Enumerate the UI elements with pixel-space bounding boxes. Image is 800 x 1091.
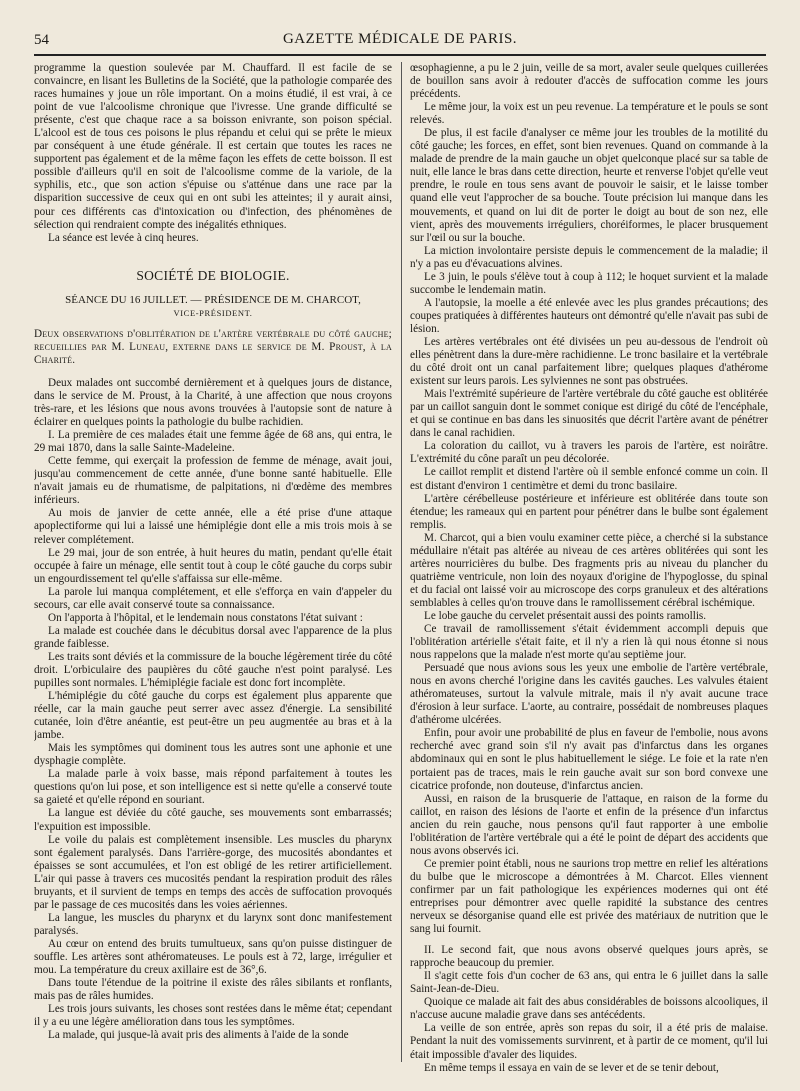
paragraph: programme la question soulevée par M. Chauffard. Il est facile de se convaincre, en lisant les Bulletins de la Société, que la pathologie comparée des races humaines y joue un rôle important. On a moins étudié, il est vrai, à ce point de vue l'alcoolisme chronique que l'ivresse. Une grande difficulté se présente, c'est que chaque race a sa boisson enivrante, son poison spécial. L'alcool est de tous ces poisons le plus répandu et celui qui se prête le mieux par conséquent à une étude générale. Il est certain que toutes les races ne supportent pas également et de la même façon les effets de cette boisson. Il est possible d'ailleurs qu'il en soit de l'alcoolisme comme de la variole, de la syphilis, etc., que son action s'épuise ou s'atténue dans une race par la disparition successive de ceux qui en ont subi les atteintes; il y aurait ainsi, pour ces différents cas d'intoxication ou d'infection, des phénomènes de sélection qui rendraient compte des inégalités ethniques. [34, 62, 392, 231]
paragraph: La langue est déviée du côté gauche, ses mouvements sont embarrassés; l'expuition est impossible. [34, 807, 392, 833]
paragraph: Les artères vertébrales ont été divisées un peu au-dessous de l'endroit où elles pénètrent dans la dure-mère rachidienne. Le tronc basilaire et la vertébrale du côté droit ont un canal parfaitement libre; quelques plaques d'athérome existent sur leurs parois. Les sylviennes ne sont pas obstruées. [410, 335, 768, 388]
paragraph: Quoique ce malade ait fait des abus considérables de boissons alcooliques, il n'accuse aucune maladie grave dans ses antécédents. [410, 996, 768, 1022]
paragraph: Il s'agit cette fois d'un cocher de 63 ans, qui entra le 6 juillet dans la salle Saint-Jean-de-Dieu. [410, 970, 768, 996]
paragraph: Les trois jours suivants, les choses sont restées dans le même état; cependant il y a eu une légère amélioration dans tous les symptômes. [34, 1003, 392, 1029]
paragraph: Ce travail de ramollissement s'était évidemment accompli depuis que l'oblitération artérielle s'était faite, et il n'y a rien là qui nous étonne si nous nous rappelons que la malade n'est morte qu'au septième jour. [410, 623, 768, 662]
paragraph: Mais l'extrémité supérieure de l'artère vertébrale du côté gauche est oblitérée par un caillot sanguin dont le sommet conique est dirigé du côté de l'encéphale, et qui se continue en bas dans les sinuosités que décrit l'artère avant de pénétrer dans le canal rachidien. [410, 388, 768, 440]
paragraph: La miction involontaire persiste depuis le commencement de la maladie; il n'y a pas eu d'évacuations alvines. [410, 244, 768, 270]
paragraph: La séance est levée à cinq heures. [48, 231, 199, 244]
paragraph: Aussi, en raison de la brusquerie de l'attaque, en raison de la forme du caillot, en raison des lésions de l'aorte et enfin de la présence d'un infarctus ancien du rein gauche, nous pensons qu'il faut rapporter à une embolie l'oblitération de l'artère vertébrale qui a été le point de départ des accidents que nous avons observés ici. [410, 792, 768, 857]
paragraph: Le même jour, la voix est un peu revenue. La température et le pouls se sont relevés. [410, 101, 768, 127]
paragraph: Dans toute l'étendue de la poitrine il existe des râles sibilants et ronflants, mais pas de râles humides. [34, 977, 392, 1003]
paragraph: Le voile du palais est complètement insensible. Les muscles du pharynx sont également paralysés. Dans l'arrière-gorge, des mucosités abondantes et épaisses se sont accumulées, et l'on est obligé de les retirer artificiellement. L'air qui passe à travers ces mucosités pendant la respiration produit des râles bruyants, et il survient de temps en temps des accès de suffocation provoqués par le passage de ces mucosités dans les voies aériennes. [34, 833, 392, 911]
right-column [410, 62, 768, 1082]
paragraph: M. Charcot, qui a bien voulu examiner cette pièce, a cherché si la substance médullaire n'était pas altérée au niveau de ces artères oblitérées qui sont les artères nourricières du bulbe. Des fragments pris au niveau du plancher du quatrième ventricule, non loin des noyaux d'origine de l'hypoglosse, du spinal et du facial ont laissé voir au microscope des corps granuleux et des altérations semblables à celles qu'on trouve dans le ramollissement cérébral ischémique. [410, 531, 768, 609]
paragraph: La malade, qui jusque-là avait pris des aliments à l'aide de la sonde [48, 1029, 349, 1042]
section-title: SOCIÉTÉ DE BIOLOGIE. [136, 267, 290, 283]
paragraph: La coloration du caillot, vu à travers les parois de l'artère, est noirâtre. L'extrémité du cône paraît un peu décolorée. [410, 440, 768, 466]
paragraph: La langue, les muscles du pharynx et du larynx sont donc manifestement paralysés. [34, 911, 392, 937]
paragraph: Deux malades ont succombé dernièrement et à quelques jours de distance, dans le service de M. Proust, à la Charité, à une affection que nous croyons très-rare, et les lésions que nous avons trouvées à l'autopsie sont de nature à éclairer en quelques points la pathologie du bulbe rachidien. [34, 376, 392, 429]
paragraph: Le caillot remplit et distend l'artère où il semble enfoncé comme un coin. Il est distant d'environ 1 centimètre et demi du tronc basilaire. [410, 466, 768, 492]
journal-title: GAZETTE MÉDICALE DE PARIS. [282, 31, 518, 47]
paragraph: L'artère cérébelleuse postérieure et inférieure est oblitérée dans toute son étendue; les rameaux qui en partent pour pénétrer dans le bulbe sont également remplis. [410, 492, 768, 531]
paragraph: L'hémiplégie du côté gauche du corps est également plus apparente que réelle, car la main gauche peut serrer avec assez d'énergie. La sensibilité cutanée, loin d'être anéantie, est peut-être un peu augmentée au bras et à la jambe. [34, 690, 392, 742]
paragraph: Au mois de janvier de cette année, elle a été prise d'une attaque apoplectiforme qui lui a laissé une hémiplégie dont elle a mis trois mois à se relever complétement. [34, 507, 392, 546]
paragraph: La veille de son entrée, après son repas du soir, il a été pris de malaise. Pendant la nuit des vomissements survinrent, et à partir de ce moment, qu'il lui était impossible d'avaler des liquides. [410, 1022, 768, 1061]
page-number: 54 [34, 32, 49, 48]
paragraph: Au cœur on entend des bruits tumultueux, sans qu'on puisse distinguer de souffle. Les artères sont athéromateuses. Le pouls est à 72, large, irrégulier et mou. La température du creux axillaire est de 36°,6. [34, 937, 392, 977]
paragraph: A l'autopsie, la moelle a été enlevée avec les plus grandes précautions; des coupes pratiquées à différentes hauteurs ont démontré qu'elle n'avait pas subi de lésion. [410, 296, 768, 335]
paragraph: Persuadé que nous avions sous les yeux une embolie de l'artère vertébrale, nous en avons cherché l'origine dans les cavités gauches. Les valvules étaient athéromateuses, surtout la valvule mitrale, mais il n'y avait aucune trace d'érosion à leur surface. L'aorte, au contraire, possédait de nombreuses plaques d'athérome ulcérées. [410, 662, 768, 727]
paragraph: Le 29 mai, jour de son entrée, à huit heures du matin, pendant qu'elle était occupée à faire un ménage, elle sentit tout à coup le côté gauche du corps subir un engourdissement tel qu'elle s'affaissa sur elle-même. [34, 546, 392, 585]
paragraph: Enfin, pour avoir une probabilité de plus en faveur de l'embolie, nous avons recherché avec grand soin s'il n'y avait pas d'infarctus dans les organes abdominaux qui en sont le plus habituellement le siége. Le foie et la rate n'en portaient pas de traces, mais le rein gauche avait sur son bord convexe une cicatrice profonde, non douteuse, d'infarctus ancien. [410, 727, 768, 792]
paragraph: I. La première de ces malades était une femme âgée de 68 ans, qui entra, le 29 mai 1870, dans la salle Sainte-Madeleine. [34, 429, 392, 455]
paragraph: La malade est couchée dans le décubitus dorsal avec l'apparence de la plus grande faiblesse. [34, 624, 392, 650]
left-column [34, 62, 392, 1082]
seance-line: SÉANCE DU 16 JUILLET. — PRÉSIDENCE DE M. CHARCOT, [65, 293, 361, 306]
paragraph: Le lobe gauche du cervelet présentait aussi des points ramollis. [424, 609, 707, 622]
paragraph: Le 3 juin, le pouls s'élève tout à coup à 112; le hoquet survient et la malade succombe le lendemain matin. [410, 270, 768, 296]
observation-title: Deux observations d'oblitération de l'artère vertébrale du côté gauche; recueillies par M. Luneau, externe dans le service de M. Proust, à la Charité. [34, 327, 392, 366]
paragraph: La parole lui manqua complétement, et elle s'efforça en vain d'appeler du secours, car elle avait conservé toute sa connaissance. [34, 585, 392, 611]
vice-president-line: VICE-PRÉSIDENT. [173, 307, 253, 318]
column-divider [401, 62, 402, 1062]
paragraph: Cette femme, qui exerçait la profession de femme de ménage, avait joui, jusqu'au commencement de cette année, d'une bonne santé habituelle. Elle n'avait jamais eu de rhumatisme, de palpitations, ni d'œdème des membres inférieurs. [34, 455, 392, 507]
paragraph: Mais les symptômes qui dominent tous les autres sont une aphonie et une dysphagie complète. [34, 742, 392, 768]
paragraph: Les traits sont déviés et la commissure de la bouche légèrement tirée du côté droit. L'orbiculaire des paupières du côté gauche n'est point paralysé. Les pupilles sont normales. L'hémiplégie faciale est donc fort incomplète. [34, 650, 392, 690]
page-header [34, 28, 766, 56]
paragraph: En même temps il essaya en vain de se lever et de se tenir debout, [424, 1061, 719, 1074]
paragraph: II. Le second fait, que nous avons observé quelques jours après, se rapproche beaucoup du premier. [410, 944, 768, 970]
paragraph: Ce premier point établi, nous ne saurions trop mettre en relief les altérations du bulbe que le microscope a démontrées à M. Charcot. Elles viennent confirmer par un fait pathologique les expériences modernes qui ont été entreprises pour démontrer avec quelle rapidité la substance des centres nerveux se désorganise quand elle est privée des matériaux de nutrition que le sang lui fournit. [410, 857, 768, 936]
paragraph: œsophagienne, a pu le 2 juin, veille de sa mort, avaler seule quelques cuillerées de bouillon sans avoir à redouter d'accès de suffocation comme les jours précédents. [410, 62, 768, 101]
paragraph: La malade parle à voix basse, mais répond parfaitement à toutes les questions qu'on lui pose, et son intelligence est si nette qu'elle a conservé toute sa gaieté et qu'elle répond en souriant. [34, 768, 392, 807]
paragraph: On l'apporta à l'hôpital, et le lendemain nous constatons l'état suivant : [48, 611, 363, 624]
paragraph: De plus, il est facile d'analyser ce même jour les troubles de la motilité du côté gauche; les forces, en effet, sont bien revenues. Quand on commande à la malade de prendre de la main gauche un objet quelconque placé sur sa table de nuit, elle lance le bras dans cette direction, heurte et renverse l'objet qu'elle veut prendre, le roule en tous sens avant de pouvoir le saisir, et le laisse tomber quand elle veut l'approcher de sa bouche. Toute précision lui manque dans les mouvements, et quand on lui dit de porter le doigt au bout de son nez, elle vient, après des mouvements irréguliers, choréiformes, le placer brusquement sur l'œil ou sur la bouche. [410, 127, 768, 244]
